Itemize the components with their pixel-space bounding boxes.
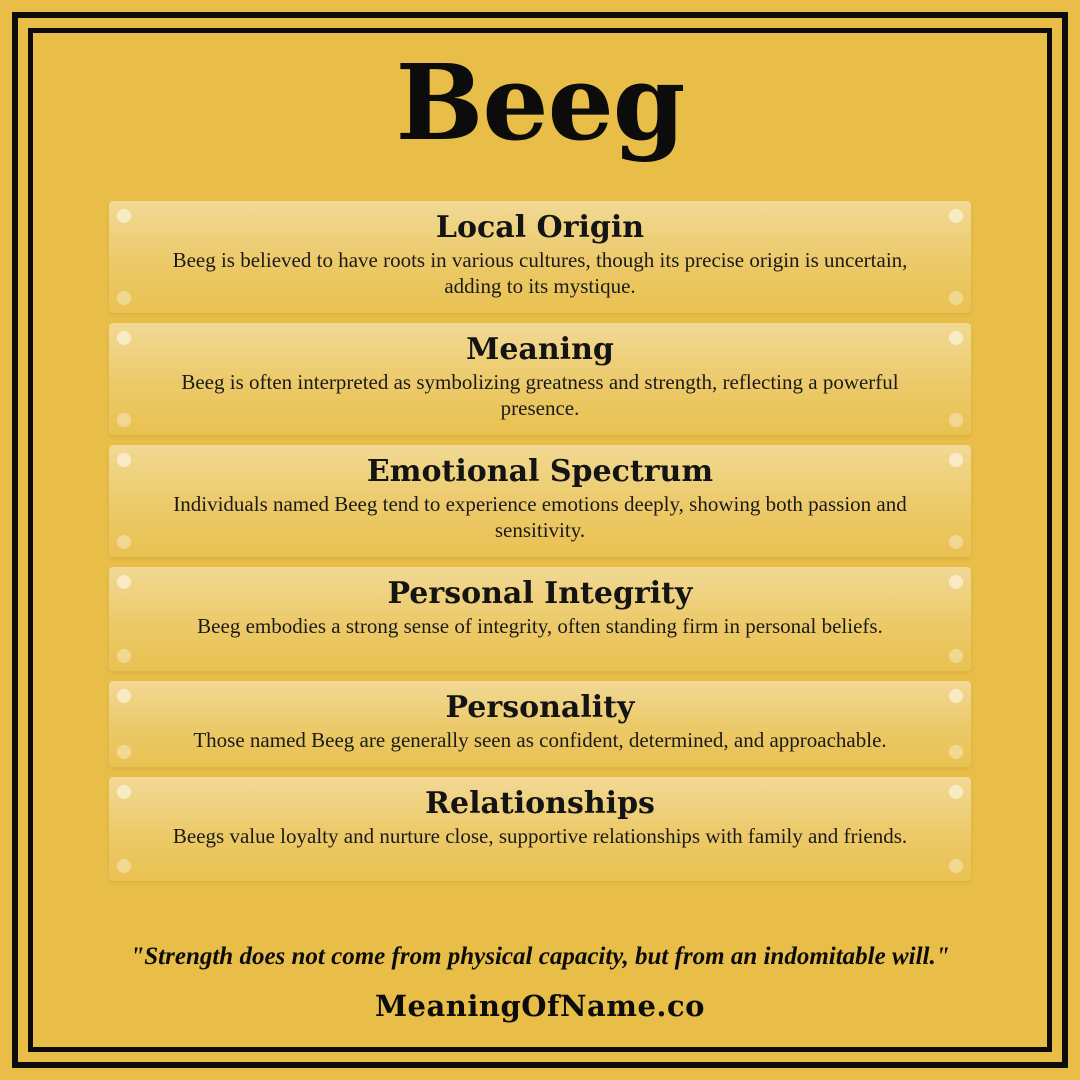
section-body: Beeg embodies a strong sense of integrity, often standing firm in personal beliefs.	[197, 613, 883, 638]
poster-content	[33, 33, 1047, 1047]
corner-dot-icon	[117, 291, 131, 305]
section-body: Beegs value loyalty and nurture close, supportive relationships with family and friends.	[172, 823, 908, 848]
section-body: Beeg is often interpreted as symbolizing greatness and strength, reflecting a powerful presence.	[181, 369, 899, 420]
section-body: Individuals named Beeg tend to experience emotions deeply, showing both passion and sensitivity.	[173, 491, 907, 543]
corner-dot-icon	[949, 291, 963, 305]
section-card-meaning	[109, 323, 971, 435]
section-heading: Personality	[445, 690, 635, 726]
corner-dot-icon	[949, 413, 963, 427]
corner-dot-icon	[949, 535, 963, 549]
section-heading: Personal Integrity	[387, 576, 693, 612]
corner-dot-icon	[117, 745, 131, 759]
corner-dot-icon	[949, 745, 963, 759]
brand-name: MeaningOfName.co	[374, 989, 706, 1023]
section-heading: Relationships	[425, 786, 655, 822]
section-card-emotional-spectrum	[109, 445, 971, 557]
corner-dot-icon	[117, 859, 131, 873]
corner-dot-icon	[117, 535, 131, 549]
corner-dot-icon	[949, 649, 963, 663]
page-title: Beeg	[395, 41, 685, 164]
section-heading: Meaning	[466, 332, 614, 368]
corner-dot-icon	[949, 859, 963, 873]
quote-text: "Strength does not come from physical capacity, but from an indomitable will."	[130, 943, 950, 970]
section-heading: Emotional Spectrum	[366, 454, 714, 490]
section-body: Beeg is believed to have roots in various cultures, though its precise origin is uncertain, adding to its mystique.	[172, 247, 908, 298]
section-body: Those named Beeg are generally seen as confident, determined, and approachable.	[193, 727, 887, 752]
section-heading: Local Origin	[435, 210, 645, 245]
corner-dot-icon	[117, 649, 131, 663]
sections-list	[109, 201, 971, 881]
section-card-relationships	[109, 777, 971, 881]
section-card-local-origin	[109, 201, 971, 313]
poster-footer	[109, 943, 971, 1023]
section-card-personality	[109, 681, 971, 767]
corner-dot-icon	[117, 413, 131, 427]
section-card-personal-integrity	[109, 567, 971, 671]
